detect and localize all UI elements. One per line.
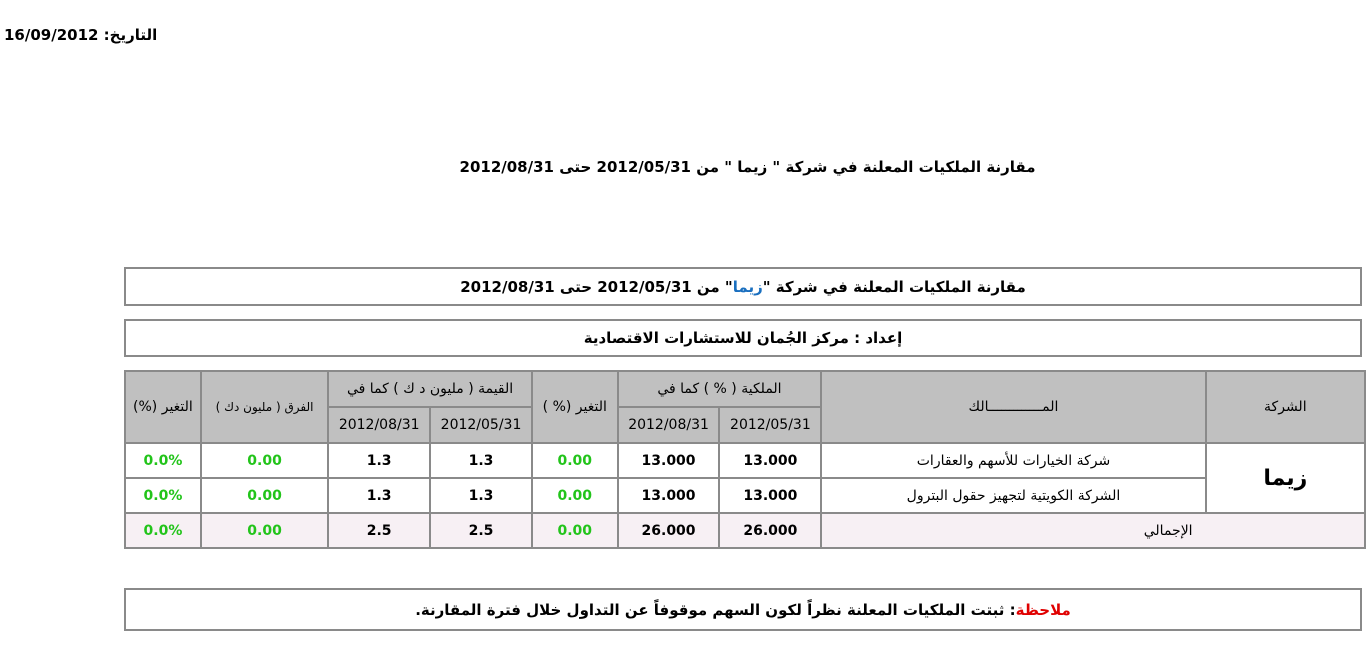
ownership-start: 13.000 (719, 478, 821, 513)
value-end: 1.3 (328, 478, 430, 513)
total-ownership-end: 26.000 (618, 513, 720, 548)
ownership-start: 13.000 (719, 443, 821, 478)
table-row (125, 443, 1365, 478)
ownership-change: 0.00 (532, 443, 618, 478)
note-label: ملاحظة (1015, 600, 1071, 619)
header-date-ownership-start: 2012/05/31 (719, 407, 821, 443)
note-box (124, 588, 1362, 631)
change-percent: 0.0% (125, 443, 201, 478)
header-value-group: القيمة ( مليون د ك ) كما في (328, 371, 532, 407)
report-title-suffix: " من 2012/05/31 حتى 2012/08/31 (460, 277, 733, 296)
note-text: : ثبتت الملكيات المعلنة نظراً لكون السهم موقوفاً عن التداول خلال فترة المقارنة. (415, 600, 1016, 619)
table-row (125, 478, 1365, 513)
header-change-pct: التغير (%) (125, 371, 201, 443)
value-difference: 0.00 (201, 478, 328, 513)
total-ownership-start: 26.000 (719, 513, 821, 548)
page-title: مقارنة الملكيات المعلنة في شركة " زيما " من 2012/05/31 حتى 2012/08/31 (459, 158, 1036, 176)
ownership-end: 13.000 (618, 443, 720, 478)
total-label: الإجمالي (821, 513, 1365, 548)
ownership-table (124, 370, 1366, 549)
header-ownership-group: الملكية ( % ) كما في (618, 371, 822, 407)
report-title-box (124, 267, 1362, 306)
change-percent: 0.0% (125, 478, 201, 513)
company-name: زيما (1206, 443, 1365, 513)
value-start: 1.3 (430, 443, 532, 478)
total-ownership-change: 0.00 (532, 513, 618, 548)
header-company: الشركة (1206, 371, 1365, 443)
total-value-difference: 0.00 (201, 513, 328, 548)
total-change-percent: 0.0% (125, 513, 201, 548)
prepared-by-box (124, 319, 1362, 357)
header-owner: المـــــــــــــالك (821, 371, 1205, 443)
header-ownership-change: التغير (% ) (532, 371, 618, 443)
report-title-prefix: مقارنة الملكيات المعلنة في شركة " (762, 277, 1026, 296)
header-date-value-start: 2012/05/31 (430, 407, 532, 443)
total-row (125, 513, 1365, 548)
prepared-by-text: إعداد : مركز الجُمان للاستشارات الاقتصادية (583, 329, 903, 347)
header-date-ownership-end: 2012/08/31 (618, 407, 720, 443)
header-difference: الفرق ( مليون دك ) (201, 371, 328, 443)
ownership-change: 0.00 (532, 478, 618, 513)
owner-name: الشركة الكويتية لتجهيز حقول البترول (821, 478, 1205, 513)
header-date-value-end: 2012/08/31 (328, 407, 430, 443)
ownership-end: 13.000 (618, 478, 720, 513)
report-date: التاريخ: 16/09/2012 (4, 26, 158, 44)
total-value-start: 2.5 (430, 513, 532, 548)
owner-name: شركة الخيارات للأسهم والعقارات (821, 443, 1205, 478)
value-end: 1.3 (328, 443, 430, 478)
value-start: 1.3 (430, 478, 532, 513)
value-difference: 0.00 (201, 443, 328, 478)
company-link[interactable]: زيما (732, 277, 763, 296)
total-value-end: 2.5 (328, 513, 430, 548)
